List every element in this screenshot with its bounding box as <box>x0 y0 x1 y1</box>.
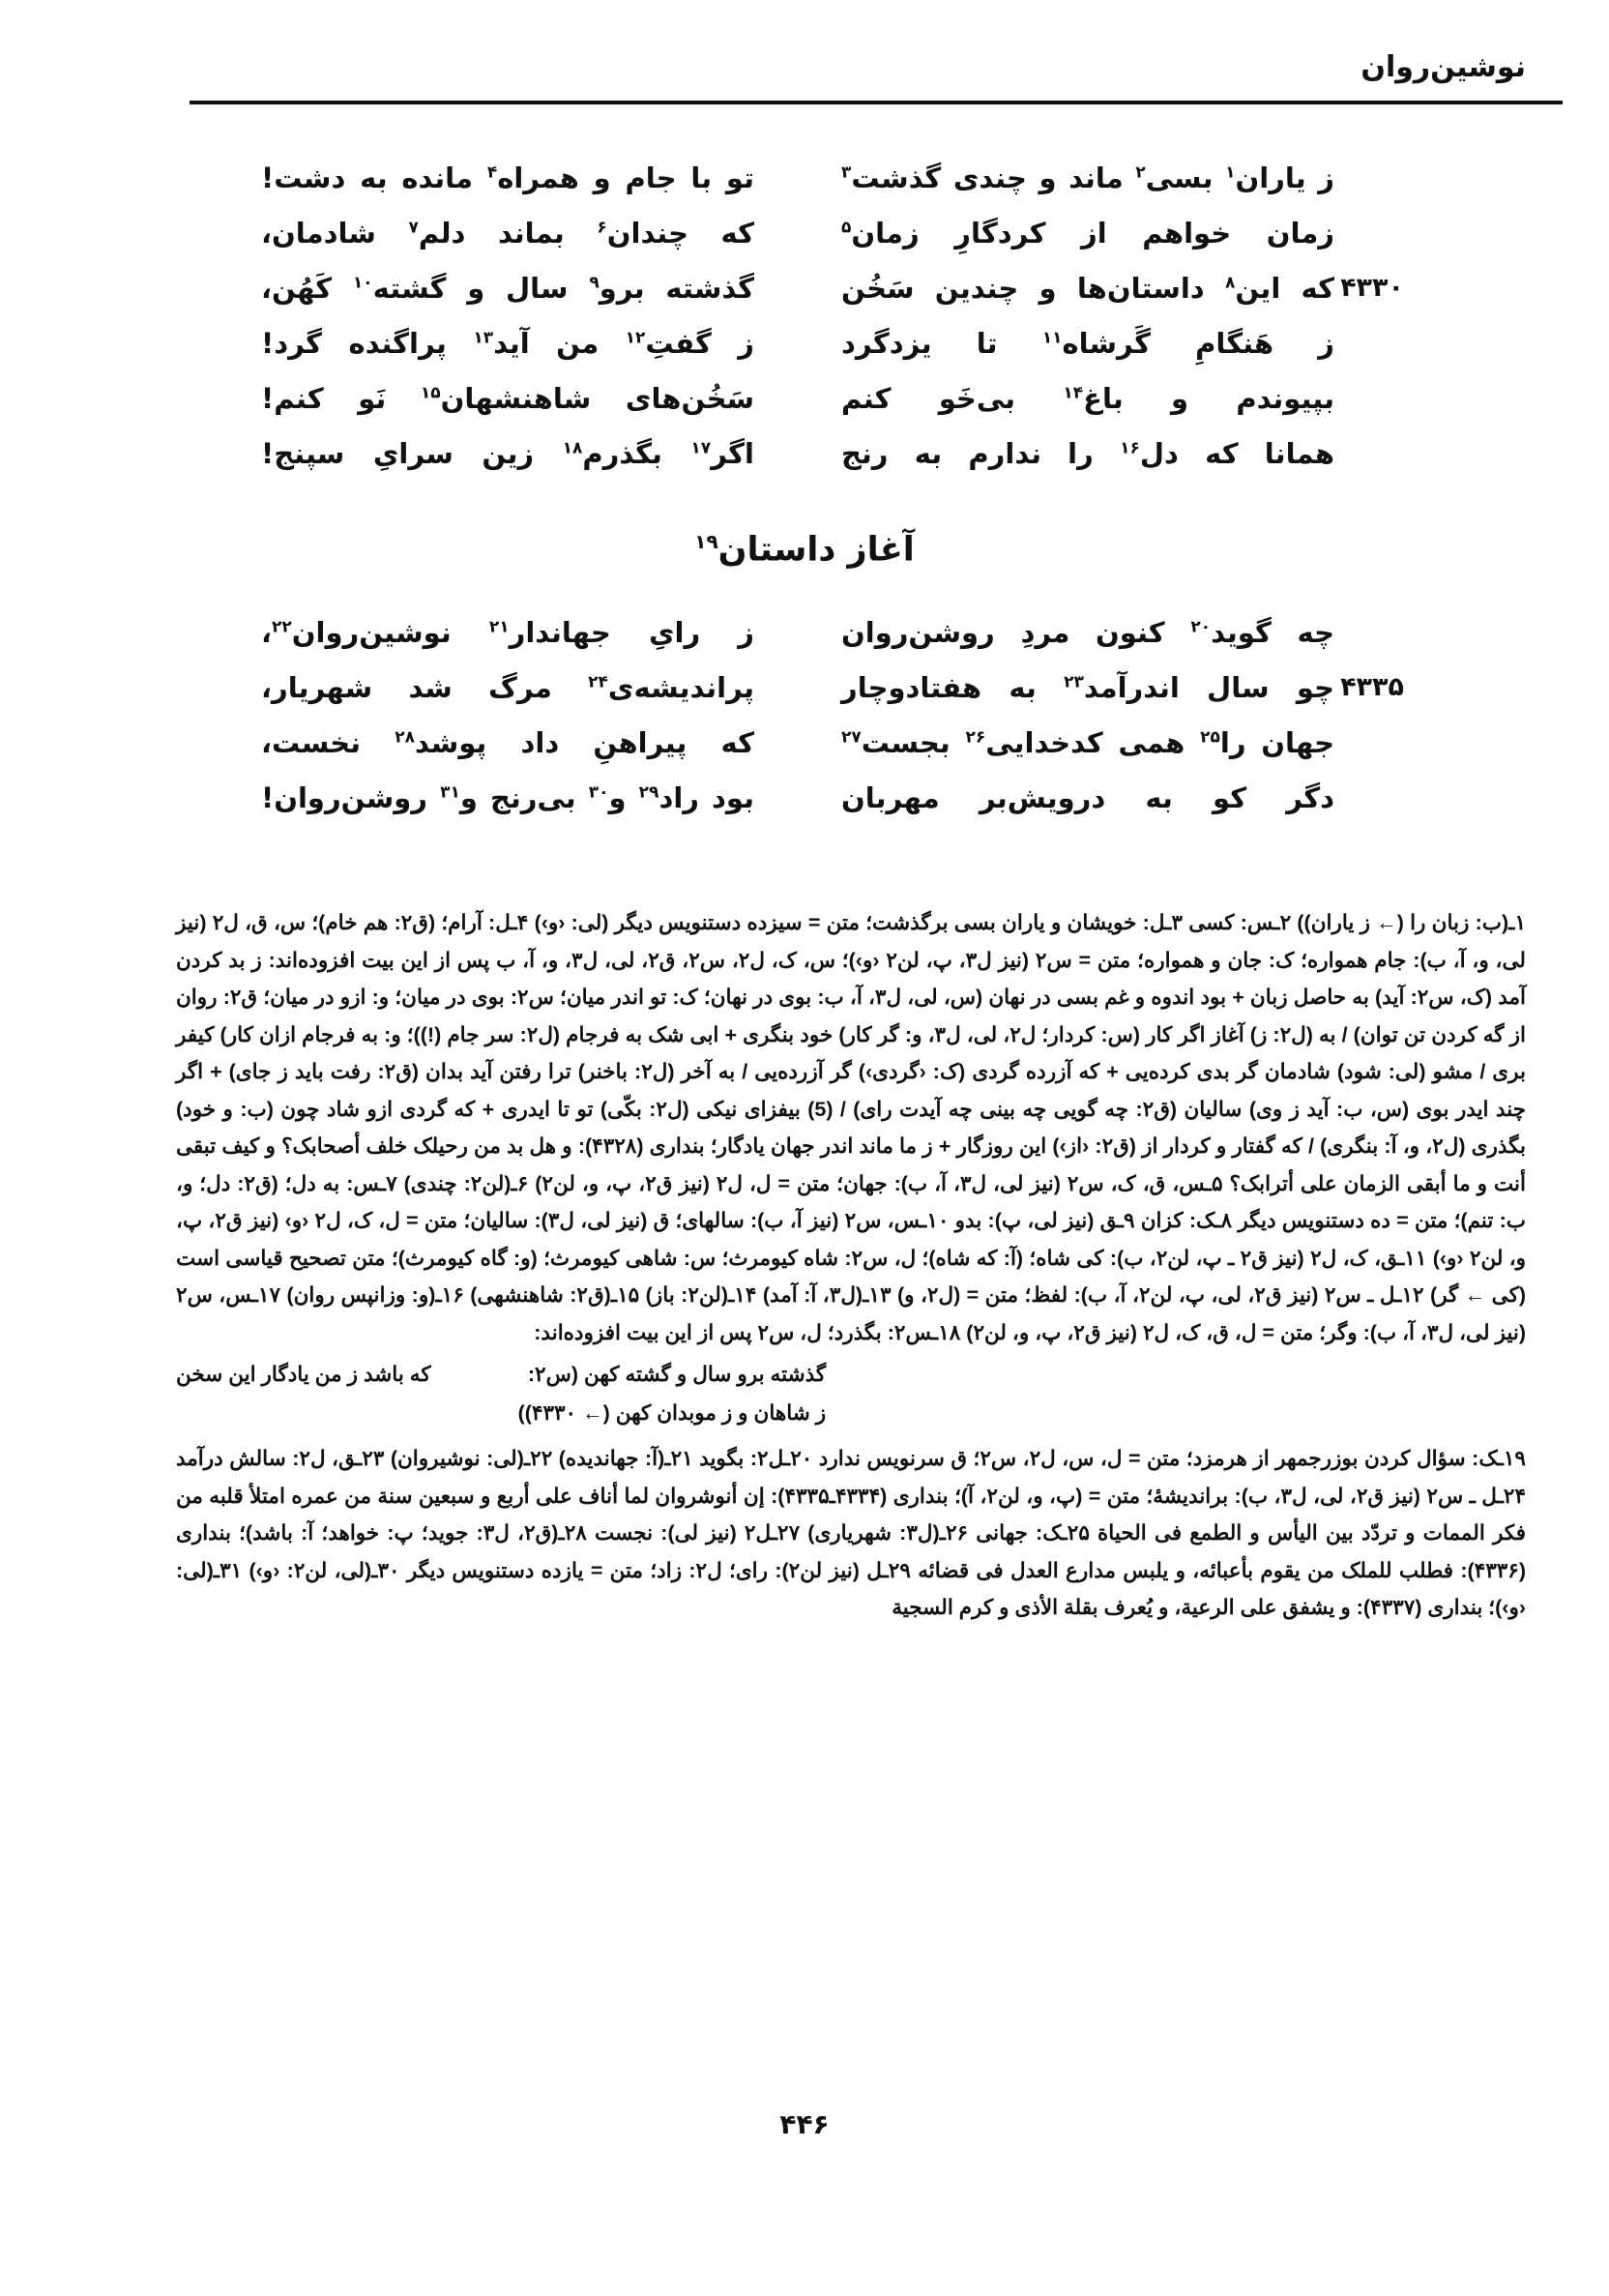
footnote-ref: ۱۱ <box>1041 327 1063 347</box>
verse-text: بود راد <box>658 780 755 814</box>
verse-text: تا یزدگرد <box>841 326 1042 360</box>
verse-number: ۴۳۳۰ <box>1340 273 1404 303</box>
couplet <box>261 660 1404 715</box>
hemistich-left <box>261 272 754 305</box>
verse-text: نَو کنم! <box>261 381 421 415</box>
footnote-ref: ۲۲ <box>272 616 292 636</box>
footnote-ref: ۲۹ <box>638 781 659 802</box>
verse-text: همانا که دل <box>1139 436 1335 470</box>
footnote-ref: ۲۱ <box>488 616 510 636</box>
verse-text: زین سرایِ سپنج! <box>261 436 563 470</box>
verse-text: تو با جام و همراه <box>497 161 755 194</box>
footnote-ref: ۲۴ <box>588 671 608 692</box>
hemistich-left <box>261 781 754 814</box>
footnote-ref: ۱۷ <box>690 437 712 457</box>
verse-text: مرگ شد شهریار، <box>261 670 589 704</box>
verse-text: پراندیشه‌ی <box>607 670 754 704</box>
hemistich-right <box>841 781 1334 814</box>
couplet <box>261 315 1334 370</box>
footnote-ref: ۴ <box>486 162 498 182</box>
footnote-ref: ۱۴ <box>1063 382 1084 402</box>
verse-text: ز یاران <box>1235 161 1334 194</box>
footnote-quoted-verse <box>176 1355 1526 1432</box>
footnotes-part-2: ۱۹ـک: سؤال کردن بوزرجمهر از هرمزد؛ متن = ل، س، ل۲، س۲؛ ق سرنویس ندارد ۲۰ـل۲: بگوید ۲۱ـ(آ: جهاندیده) ۲۲ـ(لی: نوشیروان) ۲۳ـق، ل۲: سالش درآمد ۲۴ـل ـ س۲ (نیز ق۲، لی، ل۳، ب): براندیشهٔ؛ متن = (پ، و، لن۲، آ)؛ بنداری (۴۳۳۴ـ۴۳۳۵): إن أنوشروان لما أناف علی أربع و سبعین سنة من عمره امتلأ قلبه من فکر الممات و تردّد بین الیأس و الطمع فی الحیاة ۲۵ـک: جهانی ۲۶ـ(ل۳: شهریاری) ۲۷ـل۲ (نیز لی): نجست ۲۸ـ(ق۲، ل۳: جوید؛ پ: خواهد؛ آ: باشد)؛ بنداری (۴۳۳۶): فطلب للملک من یقوم بأعبائه، و یلبس مدارع العدل فی قضائه ۲۹ـل (نیز لن۲): رای؛ ل۲: زاد؛ متن = یازده دستنویس دیگر ۳۰ـ(لی، لن۲: ‹و›) ۳۱ـ(لی: ‹و›)؛ بنداری (۴۳۳۷): و یشفق علی الرعیة، و یُعرف بقلة الأذی و کرم السجیة <box>176 1447 1527 1619</box>
verse-text: گذشته برو <box>599 271 754 305</box>
footnote-ref: ۳۱ <box>440 781 460 802</box>
footnote-ref: ۱ <box>1225 162 1236 182</box>
verse-text: چه گوید <box>1211 615 1334 649</box>
verse-text: ماند و چندی گذشت <box>851 161 1136 194</box>
verse-text: همی کدخدایی <box>985 725 1201 759</box>
quoted-hemistich-left <box>518 1355 827 1432</box>
footnote-ref: ۳ <box>841 162 852 182</box>
header-rule <box>190 101 1563 104</box>
verse-text: بجست <box>861 725 966 759</box>
section-title-footnote-ref: ۱۹ <box>694 530 718 553</box>
hemistich-right <box>841 616 1334 649</box>
verse-text: کَهُن، <box>261 271 353 305</box>
hemistich-right <box>841 382 1334 415</box>
verse-text: سَخُن‌های شاهنشهان <box>440 381 754 415</box>
couplet <box>261 770 1334 825</box>
footnote-ref: ۱۵ <box>420 382 441 402</box>
verse-text: دگر کو به درویش‌بر مهربان <box>841 780 1334 814</box>
footnote-ref: ۱۶ <box>1120 437 1140 457</box>
hemistich-left <box>261 671 754 704</box>
verse-block-2 <box>261 604 1404 825</box>
verse-text: پراگنده گرد! <box>261 326 474 360</box>
footnote-ref: ۸ <box>1224 272 1236 292</box>
footnote-ref: ۵ <box>841 217 852 237</box>
hemistich-left <box>261 382 754 415</box>
quoted-line: گذشته برو سال و گشته کهن (س۲: <box>527 1363 827 1386</box>
hemistich-left <box>261 437 754 470</box>
verse-block-1 <box>261 150 1404 481</box>
verse-text: چو سال اندرآمد <box>1083 670 1334 704</box>
quoted-line: که باشد ز من یادگار این سخن <box>176 1363 431 1386</box>
hemistich-left <box>261 327 754 360</box>
verse-text: بی‌خَو کنم <box>841 381 1064 415</box>
hemistich-right <box>841 162 1334 194</box>
footnote-ref: ۱۲ <box>625 327 646 347</box>
verse-number: ۴۳۳۵ <box>1340 672 1404 702</box>
verse-text: سال و گشته <box>372 271 590 305</box>
verse-text: کنون مردِ روشن‌روان <box>841 615 1191 649</box>
verse-text: نوشین‌روان <box>291 615 489 649</box>
hemistich-left <box>261 217 754 250</box>
verse-text: ز هَنگامِ گَرشاه <box>1062 326 1334 360</box>
hemistich-right <box>841 437 1334 470</box>
verse-text: زمان خواهم از کردگارِ زمان <box>851 216 1334 250</box>
verse-text: که چندان <box>606 216 755 250</box>
footnotes-part-1: ۱ـ(ب: زبان را (← ز یاران)) ۲ـس: کسی ۳ـل: خویشان و یاران بسی برگذشت؛ متن = سیزده دستنویس دیگر (لی: ‹و›) ۴ـل: آرام؛ (ق۲: هم خام)؛ س، ق، ل۲ (نیز لی، و، آ، ب): جام همواره؛ ک: جان و همواره؛ متن = س۲ (نیز ل۳، پ، لن۲ ‹و›)؛ س، ک، ل۲، س۲، ق۲، لی، ل۳، و، آ، ب پس از این بیت افزوده‌اند: ز بد کردن آمد (ک، س۲: آید) به حاصل زبان + بود اندوه و غم بسی در نهان (س، لی، ل۳، آ، ب: بوی در نهان؛ ک: تو اندر میان؛ س۲: بوی در میان؛ و: ازو در میان؛ ق۲: روان از گه کردن تن توان) / به (ل۲: ز) آغاز اگر کار (س: کردار؛ ل۲، لی، ل۳، و: گر کار) خود بنگری + ابی شک به فرجام (ل۲: سر جام (!))؛ و: به فرجام ازان کار) کیفر بری / مشو (لی: شود) شادمان گر بدی کرده‌یی + که آزرده گردی (ک: ‹گردی›) گر آزرده‌یی / به آخر (ل۲: باخنر) ترا رفتن آید بدان (ق۲: رفت باید ز جای) + اگر چند ایدر بوی (س، ب: آید ز وی) سالیان (ق۲: چه گویی چه بینی چه آیدت رای) / (5) بیفزای نیکی (ل۲: بکّی) تو تا ایدری + که گردی ازو شاد چون (ب: و خود) بگذری (ل۲، و، آ: بنگری) / که گفتار و کردار از (ق۲: ‹از›) این روزگار + ز ما ماند اندر جهان یادگار؛ بنداری (۴۳۲۸): و هل بد من رحیلک خلف أصحابک؟ و کیف تبقی أنت و ما أبقی الزمان علی أترابک؟ ۵ـس، ق، ک، س۲ (نیز لی، ل۳، آ، ب): جهان؛ متن = ل، ل۲ (نیز ق۲، پ، و، لن۲) ۶ـ(لن۲: چندی) ۷ـس: به دل؛ (ق۲: دل؛ و، ب: تنم)؛ متن = ده دستنویس دیگر ۸ـک: کزان ۹ـق (نیز لی، پ): بدو ۱۰ـس، س۲ (نیز آ، ب): سالهای؛ ق (نیز لی، ل۳): سالیان؛ متن = ل، ک، ل۲ ‹و› (نیز ق۲، پ، و، لن۲ ‹و›) ۱۱ـق، ک، ل۲ (نیز ق۲ ـ پ، لن۲، ب): کی شاه؛ (آ: که شاه)؛ ل، س۲: شاه کیومرث؛ س: شاهی کیومرث؛ (و: گاه کیومرث)؛ متن تصحیح قیاسی است (کی ← گر) ۱۲ـل ـ س۲ (نیز ق۲، لی، پ، لن۲، آ، ب): لفظ؛ متن = (ل۲، و) ۱۳ـ(ل۳، آ: آمد) ۱۴ـ(لن۲: باز) ۱۵ـ(ق۲: شاهنشهی) ۱۶ـ(و: وزانپس روان) ۱۷ـس، س۲ (نیز لی، ل۳، آ، ب): وگر؛ متن = ل، ق، ک، ل۲ (نیز ق۲، پ، و، لن۲) ۱۸ـس۲: بگذرد؛ ل، س۲ پس از این بیت افزوده‌اند: <box>176 911 1527 1344</box>
quoted-hemistich-right <box>176 1355 431 1432</box>
footnotes <box>176 904 1526 1627</box>
hemistich-left <box>261 162 754 194</box>
footnote-ref: ۲۰ <box>1190 616 1212 636</box>
verse-text: روشن‌روان! <box>261 780 441 814</box>
footnote-ref: ۲۳ <box>1064 671 1084 692</box>
couplet <box>261 205 1334 260</box>
couplet <box>261 426 1334 481</box>
footnote-ref: ۳۰ <box>588 781 609 802</box>
verse-text: بی‌رنج و <box>459 780 589 814</box>
hemistich-left <box>261 726 754 759</box>
verse-text: بگذرم <box>582 436 691 470</box>
footnote-ref: ۱۳ <box>473 327 494 347</box>
hemistich-right <box>841 726 1334 759</box>
couplet <box>261 150 1334 205</box>
footnote-ref: ۷ <box>408 217 419 237</box>
verse-text: داستان‌ها و چندین سَخُن <box>841 271 1225 305</box>
footnote-ref: ۹ <box>589 272 600 292</box>
verse-text: و <box>608 780 639 814</box>
hemistich-left <box>261 616 754 649</box>
verse-text: بسی <box>1145 161 1226 194</box>
verse-text: بپیوندم و باغ <box>1083 381 1335 415</box>
verse-text: ز گفتِ <box>645 326 754 360</box>
verse-text: نخست، <box>261 725 395 759</box>
verse-text: بماند دلم <box>418 216 598 250</box>
page-number: ۴۴۶ <box>779 2108 830 2140</box>
couplet <box>261 370 1334 426</box>
footnote-ref: ۲۶ <box>965 726 986 747</box>
verse-text: ، <box>261 615 273 649</box>
couplet <box>261 604 1334 660</box>
footnote-ref: ۶ <box>597 217 607 237</box>
footnote-ref: ۲۷ <box>841 726 862 747</box>
footnote-ref: ۱۰ <box>352 272 373 292</box>
running-head: نوشین‌روان <box>1360 50 1526 84</box>
quoted-line: ز شاهان و ز موبدان کهن (← ۴۳۳۰)) <box>517 1401 827 1425</box>
verse-text: که این <box>1235 271 1334 305</box>
verse-text: به هفتادوچار <box>841 670 1065 704</box>
couplet <box>261 715 1334 770</box>
verse-text: مانده به دشت! <box>261 161 487 194</box>
footnote-ref: ۲۸ <box>395 726 415 747</box>
section-title <box>0 530 1609 570</box>
verse-text: که پیراهنِ داد پوشد <box>414 725 754 759</box>
section-title-text: آغاز داستان <box>717 530 915 570</box>
hemistich-right <box>841 217 1334 250</box>
footnote-ref: ۲۵ <box>1200 726 1220 747</box>
hemistich-right <box>841 327 1334 360</box>
couplet <box>261 260 1404 315</box>
verse-text: جهان را <box>1219 725 1334 759</box>
verse-text: ز رایِ جهاندار <box>509 615 754 649</box>
hemistich-right <box>841 671 1334 704</box>
hemistich-right <box>841 272 1334 305</box>
footnote-ref: ۲ <box>1135 162 1146 182</box>
footnote-ref: ۱۸ <box>562 437 583 457</box>
verse-text: شادمان، <box>261 216 409 250</box>
verse-text: را ندارم به رنج <box>841 436 1121 470</box>
verse-text: من آید <box>493 326 626 360</box>
verse-text: اگر <box>711 436 754 470</box>
